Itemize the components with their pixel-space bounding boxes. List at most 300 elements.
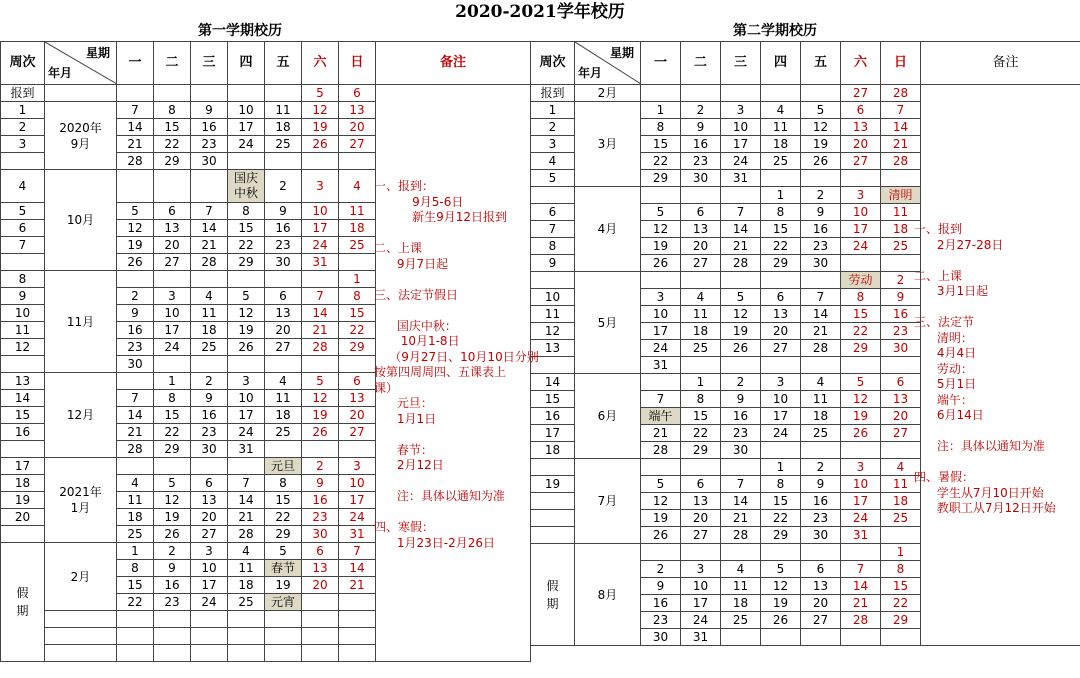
- day-cell: [117, 271, 154, 288]
- day-cell: 3: [681, 561, 721, 578]
- day-cell: 14: [881, 119, 921, 136]
- day-cell: [154, 85, 191, 102]
- day-cell: [265, 645, 302, 662]
- day-cell: [721, 85, 761, 102]
- day-cell: 21: [721, 238, 761, 255]
- day-cell: [641, 187, 681, 204]
- day-cell: 24: [191, 594, 228, 611]
- day-cell: 10: [721, 119, 761, 136]
- day-cell: 9: [801, 204, 841, 221]
- day-cell: 17: [191, 577, 228, 594]
- day-cell: 16: [265, 220, 302, 237]
- day-cell: 10: [841, 204, 881, 221]
- week-number: 7: [531, 221, 575, 238]
- day-cell: [761, 357, 801, 374]
- day-cell: [721, 187, 761, 204]
- day-cell: 16: [681, 136, 721, 153]
- day-cell: [191, 645, 228, 662]
- day-cell: 21: [801, 323, 841, 340]
- day-cell: 1: [761, 459, 801, 476]
- day-cell: 9: [881, 289, 921, 306]
- header-day-3: 三: [721, 42, 761, 85]
- day-cell: 6: [302, 543, 339, 560]
- day-cell: 6: [881, 374, 921, 391]
- day-cell: 26: [228, 339, 265, 356]
- day-cell: 15: [841, 306, 881, 323]
- day-cell: 18: [228, 577, 265, 594]
- day-cell: 26: [721, 340, 761, 357]
- day-cell: 22: [761, 238, 801, 255]
- day-cell: 17: [841, 493, 881, 510]
- day-cell: 12: [302, 390, 339, 407]
- day-cell: 16: [881, 306, 921, 323]
- day-cell: [681, 357, 721, 374]
- week-number: 9: [531, 255, 575, 272]
- day-cell: 21: [721, 510, 761, 527]
- day-cell: 30: [302, 526, 339, 543]
- day-cell: 8: [761, 204, 801, 221]
- day-cell: 22: [117, 594, 154, 611]
- day-cell: 9: [801, 476, 841, 493]
- day-cell: [154, 611, 191, 628]
- semester2-notes: 一、报到 2月27-28日 二、上课 3月1日起 三、法定节 清明： 4月4日 劳动： 5月1日 端午： 6月14日 注：具体以通知为准 四、暑假： 学生从7月10日开始 教职工从7月12日开始: [914, 222, 1056, 515]
- day-cell: 15: [154, 119, 191, 136]
- day-cell: 26: [641, 527, 681, 544]
- header-weekday-yearmonth: [575, 42, 641, 85]
- day-cell: 7: [641, 391, 681, 408]
- day-cell: 29: [761, 255, 801, 272]
- day-cell: 16: [721, 408, 761, 425]
- day-cell: 21: [641, 425, 681, 442]
- week-number: [531, 493, 575, 510]
- holiday-cell: 国庆 中秋: [228, 170, 265, 203]
- day-cell: 10: [302, 203, 339, 220]
- day-cell: 30: [191, 441, 228, 458]
- day-cell: 12: [302, 102, 339, 119]
- month-label: 7月: [575, 459, 641, 544]
- day-cell: 19: [841, 408, 881, 425]
- day-cell: [191, 356, 228, 373]
- day-cell: 30: [191, 153, 228, 170]
- day-cell: 29: [228, 254, 265, 271]
- day-cell: 24: [841, 510, 881, 527]
- day-cell: [881, 629, 921, 646]
- day-cell: 7: [117, 102, 154, 119]
- day-cell: [191, 85, 228, 102]
- day-cell: 7: [339, 543, 376, 560]
- day-cell: 19: [801, 136, 841, 153]
- day-cell: 28: [302, 339, 339, 356]
- day-cell: 30: [265, 254, 302, 271]
- day-cell: 8: [154, 390, 191, 407]
- day-cell: [641, 272, 681, 289]
- day-cell: 1: [881, 544, 921, 561]
- semester1-title: 第一学期校历: [198, 23, 282, 39]
- week-number: 16: [1, 424, 45, 441]
- day-cell: 23: [681, 153, 721, 170]
- day-cell: 7: [228, 475, 265, 492]
- month-label: 12月: [45, 373, 117, 458]
- day-cell: 5: [801, 102, 841, 119]
- day-cell: 25: [681, 340, 721, 357]
- day-cell: 21: [117, 136, 154, 153]
- month-label: 2021年 1月: [45, 458, 117, 543]
- day-cell: 6: [761, 289, 801, 306]
- day-cell: 28: [841, 612, 881, 629]
- day-cell: 6: [191, 475, 228, 492]
- week-number: [531, 510, 575, 527]
- day-cell: 17: [681, 595, 721, 612]
- day-cell: [117, 85, 154, 102]
- day-cell: 9: [681, 119, 721, 136]
- day-cell: 10: [339, 475, 376, 492]
- day-cell: 23: [881, 323, 921, 340]
- day-cell: 21: [228, 509, 265, 526]
- day-cell: 10: [841, 476, 881, 493]
- day-cell: 24: [302, 237, 339, 254]
- day-cell: 17: [228, 119, 265, 136]
- day-cell: 9: [117, 305, 154, 322]
- day-cell: 27: [681, 527, 721, 544]
- header-day-3: 三: [191, 42, 228, 85]
- calendar-row: [531, 85, 1080, 102]
- day-cell: [841, 255, 881, 272]
- day-cell: [681, 85, 721, 102]
- day-cell: 27: [761, 340, 801, 357]
- day-cell: 22: [761, 510, 801, 527]
- day-cell: 28: [721, 255, 761, 272]
- day-cell: [641, 544, 681, 561]
- day-cell: [154, 628, 191, 645]
- week-number: 6: [531, 204, 575, 221]
- day-cell: 18: [801, 408, 841, 425]
- month-empty: [45, 611, 117, 628]
- day-cell: [117, 170, 154, 203]
- week-number: 11: [531, 306, 575, 323]
- day-cell: [154, 458, 191, 475]
- day-cell: 27: [801, 612, 841, 629]
- week-number: 4: [531, 153, 575, 170]
- day-cell: 20: [191, 509, 228, 526]
- day-cell: [641, 85, 681, 102]
- week-number: 16: [531, 408, 575, 425]
- day-cell: 13: [154, 220, 191, 237]
- day-cell: 1: [761, 187, 801, 204]
- day-cell: 31: [641, 357, 681, 374]
- week-number: 3: [1, 136, 45, 153]
- day-cell: 29: [641, 170, 681, 187]
- day-cell: 7: [721, 204, 761, 221]
- day-cell: 7: [841, 561, 881, 578]
- day-cell: [841, 170, 881, 187]
- day-cell: 17: [228, 407, 265, 424]
- day-cell: [801, 629, 841, 646]
- day-cell: 17: [302, 220, 339, 237]
- day-cell: 6: [681, 476, 721, 493]
- day-cell: 30: [117, 356, 154, 373]
- day-cell: 4: [117, 475, 154, 492]
- day-cell: 13: [302, 560, 339, 577]
- day-cell: 25: [265, 424, 302, 441]
- day-cell: 4: [191, 288, 228, 305]
- day-cell: [801, 544, 841, 561]
- day-cell: 4: [265, 373, 302, 390]
- day-cell: 23: [117, 339, 154, 356]
- day-cell: [228, 153, 265, 170]
- day-cell: 20: [339, 119, 376, 136]
- week-number: 19: [1, 492, 45, 509]
- day-cell: 12: [641, 493, 681, 510]
- day-cell: 29: [881, 612, 921, 629]
- day-cell: [761, 442, 801, 459]
- day-cell: 3: [761, 374, 801, 391]
- day-cell: [881, 527, 921, 544]
- day-cell: 29: [154, 153, 191, 170]
- day-cell: 25: [761, 153, 801, 170]
- day-cell: 18: [339, 220, 376, 237]
- day-cell: [339, 611, 376, 628]
- header-weekday-label: 星期: [85, 46, 110, 60]
- day-cell: 23: [191, 424, 228, 441]
- day-cell: [801, 442, 841, 459]
- header-day-2: 二: [681, 42, 721, 85]
- day-cell: 10: [228, 390, 265, 407]
- day-cell: 26: [641, 255, 681, 272]
- day-cell: 13: [681, 221, 721, 238]
- day-cell: [761, 170, 801, 187]
- day-cell: 27: [841, 153, 881, 170]
- day-cell: 3: [154, 288, 191, 305]
- day-cell: [302, 356, 339, 373]
- day-cell: 5: [641, 476, 681, 493]
- holiday-cell: 元宵: [265, 594, 302, 611]
- day-cell: 12: [154, 492, 191, 509]
- day-cell: [154, 271, 191, 288]
- day-cell: 13: [681, 493, 721, 510]
- day-cell: [228, 271, 265, 288]
- day-cell: 30: [721, 442, 761, 459]
- day-cell: [228, 628, 265, 645]
- week-number: 报到: [1, 85, 45, 102]
- week-number: 14: [1, 390, 45, 407]
- day-cell: [228, 645, 265, 662]
- day-cell: 27: [265, 339, 302, 356]
- day-cell: 6: [339, 85, 376, 102]
- day-cell: 22: [154, 424, 191, 441]
- day-cell: 9: [302, 475, 339, 492]
- header-day-1: 一: [117, 42, 154, 85]
- day-cell: 20: [881, 408, 921, 425]
- day-cell: 19: [641, 238, 681, 255]
- day-cell: 23: [154, 594, 191, 611]
- day-cell: [265, 356, 302, 373]
- day-cell: [154, 645, 191, 662]
- day-cell: 25: [265, 136, 302, 153]
- day-cell: 16: [641, 595, 681, 612]
- day-cell: [265, 153, 302, 170]
- day-cell: 22: [841, 323, 881, 340]
- day-cell: 5: [302, 373, 339, 390]
- day-cell: 20: [302, 577, 339, 594]
- day-cell: 31: [302, 254, 339, 271]
- day-cell: 21: [339, 577, 376, 594]
- day-cell: 8: [265, 475, 302, 492]
- day-cell: 31: [721, 170, 761, 187]
- day-cell: 11: [191, 305, 228, 322]
- day-cell: 8: [641, 119, 681, 136]
- day-cell: 11: [801, 391, 841, 408]
- day-cell: 7: [191, 203, 228, 220]
- week-number: 15: [531, 391, 575, 408]
- day-cell: 27: [841, 85, 881, 102]
- day-cell: [302, 628, 339, 645]
- day-cell: 18: [761, 136, 801, 153]
- day-cell: [881, 170, 921, 187]
- day-cell: 24: [841, 238, 881, 255]
- day-cell: 9: [265, 203, 302, 220]
- week-number: 4: [1, 170, 45, 203]
- week-number: 14: [531, 374, 575, 391]
- day-cell: 13: [881, 391, 921, 408]
- day-cell: 15: [761, 493, 801, 510]
- header-day-5: 五: [801, 42, 841, 85]
- day-cell: 18: [265, 119, 302, 136]
- day-cell: 13: [339, 390, 376, 407]
- day-cell: 31: [681, 629, 721, 646]
- day-cell: 11: [339, 203, 376, 220]
- day-cell: 12: [641, 221, 681, 238]
- day-cell: 11: [265, 102, 302, 119]
- day-cell: [302, 441, 339, 458]
- day-cell: [117, 458, 154, 475]
- day-cell: 15: [761, 221, 801, 238]
- day-cell: 9: [154, 560, 191, 577]
- day-cell: 28: [801, 340, 841, 357]
- day-cell: 10: [228, 102, 265, 119]
- day-cell: 2: [302, 458, 339, 475]
- day-cell: 4: [881, 459, 921, 476]
- day-cell: 3: [721, 102, 761, 119]
- day-cell: 20: [681, 238, 721, 255]
- day-cell: 8: [339, 288, 376, 305]
- day-cell: 5: [761, 561, 801, 578]
- header-day-7: 日: [339, 42, 376, 85]
- week-number: [531, 187, 575, 204]
- day-cell: 28: [881, 153, 921, 170]
- day-cell: [191, 271, 228, 288]
- day-cell: [721, 459, 761, 476]
- day-cell: 4: [761, 102, 801, 119]
- day-cell: 11: [228, 560, 265, 577]
- week-number: 1: [531, 102, 575, 119]
- day-cell: 15: [228, 220, 265, 237]
- day-cell: 25: [721, 612, 761, 629]
- day-cell: 20: [265, 322, 302, 339]
- day-cell: 31: [339, 526, 376, 543]
- day-cell: 23: [721, 425, 761, 442]
- day-cell: 13: [339, 102, 376, 119]
- day-cell: 29: [761, 527, 801, 544]
- day-cell: 30: [881, 340, 921, 357]
- month-label: 11月: [45, 271, 117, 373]
- day-cell: 19: [154, 509, 191, 526]
- day-cell: 2: [881, 272, 921, 289]
- day-cell: 6: [841, 102, 881, 119]
- day-cell: 23: [801, 510, 841, 527]
- day-cell: 22: [154, 136, 191, 153]
- day-cell: 19: [117, 237, 154, 254]
- day-cell: 3: [841, 187, 881, 204]
- day-cell: 5: [302, 85, 339, 102]
- day-cell: 31: [841, 527, 881, 544]
- week-number: [1, 526, 45, 543]
- day-cell: 28: [721, 527, 761, 544]
- day-cell: 16: [801, 221, 841, 238]
- day-cell: [191, 611, 228, 628]
- week-number: 5: [531, 170, 575, 187]
- day-cell: 29: [841, 340, 881, 357]
- day-cell: [228, 85, 265, 102]
- week-number: [531, 459, 575, 476]
- month-label: 10月: [45, 170, 117, 271]
- day-cell: [339, 441, 376, 458]
- day-cell: 23: [641, 612, 681, 629]
- day-cell: 23: [265, 237, 302, 254]
- day-cell: 8: [681, 391, 721, 408]
- day-cell: 17: [339, 492, 376, 509]
- day-cell: 23: [191, 136, 228, 153]
- day-cell: 12: [117, 220, 154, 237]
- day-cell: 25: [801, 425, 841, 442]
- day-cell: 22: [681, 425, 721, 442]
- month-label: 5月: [575, 272, 641, 374]
- day-cell: [228, 611, 265, 628]
- day-cell: 13: [761, 306, 801, 323]
- day-cell: 17: [721, 136, 761, 153]
- header-week: 周次: [1, 42, 45, 85]
- day-cell: 11: [881, 476, 921, 493]
- week-number: 9: [1, 288, 45, 305]
- day-cell: 8: [841, 289, 881, 306]
- week-number: 13: [1, 373, 45, 390]
- day-cell: 14: [721, 221, 761, 238]
- day-cell: 28: [881, 85, 921, 102]
- day-cell: 15: [117, 577, 154, 594]
- day-cell: 1: [154, 373, 191, 390]
- week-number: [1, 441, 45, 458]
- day-cell: 24: [154, 339, 191, 356]
- header-notes: 备注: [376, 42, 531, 85]
- day-cell: 7: [117, 390, 154, 407]
- day-cell: 14: [191, 220, 228, 237]
- day-cell: 25: [191, 339, 228, 356]
- week-number: 17: [1, 458, 45, 475]
- day-cell: 5: [841, 374, 881, 391]
- day-cell: [721, 357, 761, 374]
- day-cell: [761, 85, 801, 102]
- day-cell: [841, 544, 881, 561]
- day-cell: 22: [881, 595, 921, 612]
- holiday-cell: 春节: [265, 560, 302, 577]
- day-cell: 16: [191, 407, 228, 424]
- day-cell: 5: [265, 543, 302, 560]
- day-cell: [265, 611, 302, 628]
- day-cell: [339, 153, 376, 170]
- day-cell: 16: [154, 577, 191, 594]
- day-cell: 3: [339, 458, 376, 475]
- day-cell: 16: [117, 322, 154, 339]
- day-cell: [681, 187, 721, 204]
